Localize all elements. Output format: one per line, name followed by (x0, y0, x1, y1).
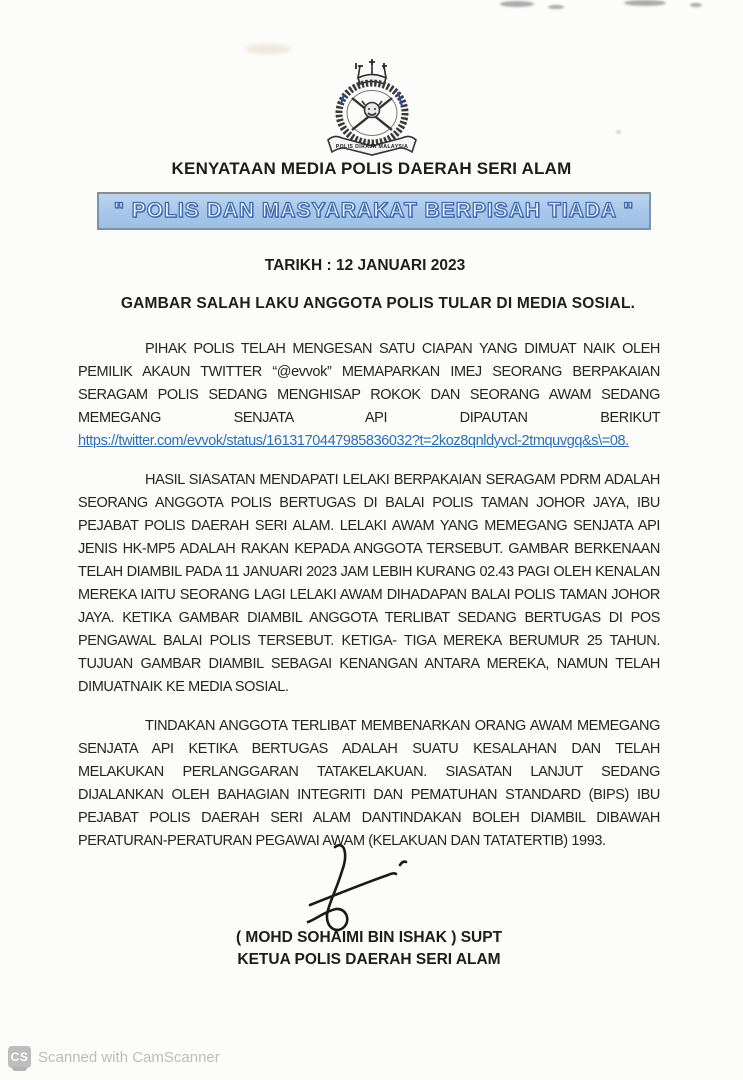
pdrm-crest-icon (306, 58, 438, 162)
motto-text: " POLIS DAN MASYARAKAT BERPISAH TIADA " (113, 199, 635, 222)
paragraph-2: HASIL SIASATAN MENDAPATI LELAKI BERPAKAIAN SERAGAM PDRM ADALAH SEORANG ANGGOTA POLIS BERTUGAS DI BALAI POLIS TAMAN JOHOR JAYA, IBU PEJABAT POLIS DAERAH SERI ALAM. LELAKI AWAM YANG MEMEGANG SENJATA API JENIS HK-MP5 ADALAH RAKAN KEPADA ANGGOTA TERSEBUT. GAMBAR BERKENAAN TELAH DIAMBIL PADA 11 JANUARI 2023 JAM LEBIH KURANG 02.43 PAGI OLEH KENALAN MEREKA IAITU SEORANG LAGI LELAKI AWAM DIHADAPAN BALAI POLIS TAMAN JOHOR JAYA. KETIKA GAMBAR DIAMBIL ANGGOTA TERLIBAT SEDANG BERTUGAS DI POS PENGAWAL BALAI POLIS TERSEBUT. KETIGA- TIGA MEREKA BERUMUR 25 TAHUN. TUJUAN GAMBAR DIAMBIL SEBAGAI KENANGAN ANTARA MEREKA, NAMUN TELAH DIMUATNAIK KE MEDIA SOSIAL. (78, 472, 660, 695)
scan-artifact (245, 44, 291, 54)
motto-banner (97, 192, 651, 230)
document-body (78, 338, 660, 869)
signatory-name: ( MOHD SOHAIMI BIN ISHAK ) SUPT (235, 929, 503, 946)
paragraph-3: TINDAKAN ANGGOTA TERLIBAT MEMBENARKAN ORANG AWAM MEMEGANG SENJATA API KETIKA BERTUGAS ADALAH SUATU KESALAHAN DAN TELAH MELAKUKAN PERLANGGARAN TATAKELAKUAN. SIASATAN LANJUT SEDANG DIJALANKAN OLEH BAHAGIAN INTEGRITI DAN PEMATUHAN STANDARD (BIPS) IBU PEJABAT POLIS DAERAH SERI ALAM DANTINDAKAN BOLEH DIAMBIL DIBAWAH PERATURAN-PERATURAN PEGAWAI AWAM (KELAKUAN DAN TATATERTIB) 1993. (78, 718, 660, 849)
crest-scroll-text: POLIS DIRAJA MALAYSIA (335, 144, 408, 150)
signatory-title: KETUA POLIS DAERAH SERI ALAM (237, 951, 501, 968)
signoff-block (0, 927, 738, 971)
camscanner-watermark (8, 1046, 220, 1068)
scan-artifact (624, 0, 666, 6)
subject-heading: GAMBAR SALAH LAKU ANGGOTA POLIS TULAR DI MEDIA SOSIAL. (120, 295, 636, 312)
paragraph-1 (78, 338, 660, 453)
scan-artifact (500, 1, 534, 7)
scan-artifact (690, 3, 702, 7)
date-line: TARIKH : 12 JANUARI 2023 (264, 257, 466, 274)
paragraph-1-text: PIHAK POLIS TELAH MENGESAN SATU CIAPAN YANG DIMUAT NAIK OLEH PEMILIK AKAUN TWITTER “@evvok” MEMAPARKAN IMEJ SEORANG BERPAKAIAN SERAGAM POLIS SEDANG MENGHISAP ROKOK DAN SEORANG AWAM SEDANG MEMEGANG SENJATA API DIPAUTAN BERIKUT (78, 341, 660, 426)
camscanner-icon (8, 1046, 31, 1068)
letterhead-title: KENYATAAN MEDIA POLIS DAERAH SERI ALAM (171, 159, 572, 178)
scan-artifact (616, 130, 621, 134)
twitter-status-link[interactable]: https://twitter.com/evvok/status/1613170447985836032?t=2koz8qnldyvcl-2tmquvgq&s\=08. (78, 433, 629, 449)
camscanner-text: Scanned with CamScanner (38, 1048, 220, 1066)
camscanner-icon-label: CS (10, 1050, 29, 1064)
scan-artifact (548, 5, 564, 9)
